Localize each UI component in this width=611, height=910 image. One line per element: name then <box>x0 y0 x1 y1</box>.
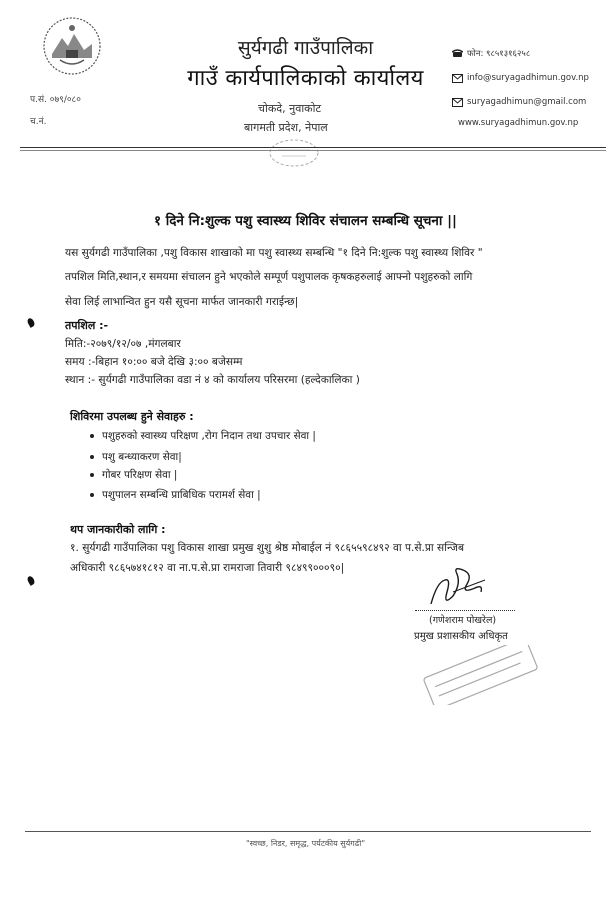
bullet-icon <box>90 434 94 438</box>
more-info-line: अधिकारी ९८६५७४१८१२ वा ना.प.से.प्रा रामराजा तिवारी ९८४९९०००९०| <box>70 562 345 574</box>
more-info-line: १. सुर्यगढी गाउँपालिका पशु विकास शाखा प्रमुख शुशु श्रेष्ठ मोबाईल नं ९८६५५९८४९२ वा प.से.प्रा सन्जिब <box>70 542 465 554</box>
footer-divider <box>25 831 591 832</box>
signatory-name: (गणेशराम पोखरेल) <box>429 615 497 626</box>
notice-paragraph-line: तपशिल मिति,स्थान,र समयमा संचालन हुने भएकोले सम्पूर्ण पशुपालक कृषकहरुलाई आफ्नो पशुहरुको लागि <box>65 271 473 283</box>
phone-number: फोन: ९८५१३१६२५८ <box>467 49 531 59</box>
footer-motto: "स्वच्छ, निडर, समृद्ध, पर्यटकीय सुर्यगढी" <box>245 839 366 848</box>
list-item <box>90 450 182 464</box>
signature-line <box>415 610 515 611</box>
mail-icon <box>452 98 463 107</box>
address-line-1: चोकदे, नुवाकोट <box>258 102 322 115</box>
letterhead-divider-thin <box>20 150 606 151</box>
list-item <box>90 468 177 482</box>
reference-number: प.सं. ०७९/०८० <box>30 95 81 105</box>
notice-title: १ दिने नि:शुल्क पशु स्वास्थ्य शिविर संचालन सम्बन्धि सूचना || <box>154 213 457 229</box>
event-time: समय :-बिहान १०:०० बजे देखि ३:०० बजेसम्म <box>65 356 243 368</box>
stamp-icon <box>268 138 320 168</box>
signature-icon <box>423 562 493 610</box>
bullet-icon <box>90 493 94 497</box>
service-text: पशुहरुको स्वास्थ्य परिक्षण ,रोग निदान तथा उपचार सेवा | <box>102 430 316 442</box>
list-item <box>90 429 316 443</box>
website-link[interactable]: www.suryagadhimun.gov.np <box>458 118 579 128</box>
punch-hole-mark <box>26 317 36 328</box>
service-text: पशु बन्ध्याकरण सेवा| <box>102 451 182 463</box>
municipality-name: सुर्यगढी गाउँपालिका <box>237 37 374 59</box>
notice-paragraph-line: सेवा लिई लाभान्वित हुन यसै सूचना मार्फत जानकारी गराईन्छ| <box>65 296 299 308</box>
service-text: पशुपालन सम्बन्धि प्राबिधिक परामर्श सेवा | <box>102 489 261 501</box>
event-place: स्थान :- सुर्यगढी गाउँपालिका वडा नं ४ को कार्यालय परिसरमा (हल्देकालिका ) <box>65 374 360 386</box>
email-link-2[interactable]: suryagadhimun@gmail.com <box>467 97 587 107</box>
challan-number: च.नं. <box>30 117 47 127</box>
phone-contact <box>452 48 530 59</box>
more-info-heading: थप जानकारीको लागि : <box>70 523 166 536</box>
event-date: मिति:-२०७९/१२/०७ ,मंगलबार <box>65 338 181 350</box>
punch-hole-mark <box>26 575 36 586</box>
list-item <box>90 488 261 502</box>
letterhead-divider <box>20 147 606 148</box>
details-heading: तपशिल :- <box>65 319 109 332</box>
mail-icon <box>452 74 463 83</box>
bullet-icon <box>90 455 94 459</box>
office-stamp-icon <box>418 645 543 705</box>
email-contact-1 <box>452 73 589 83</box>
notice-paragraph-line: यस सुर्यगढी गाउँपालिका ,पशु विकास शाखाको मा पशु स्वास्थ्य सम्बन्धि "१ दिने नि:शुल्क पशु स्वास्थ्य शिविर " <box>65 247 483 259</box>
phone-icon <box>452 49 463 58</box>
email-link-1[interactable]: info@suryagadhimun.gov.np <box>467 73 589 83</box>
bullet-icon <box>90 473 94 477</box>
office-name: गाउँ कार्यपालिकाको कार्यालय <box>187 66 424 91</box>
services-heading: शिविरमा उपलब्ध हुने सेवाहरु : <box>70 410 194 423</box>
signatory-title: प्रमुख प्रशासकीय अधिकृत <box>414 631 508 642</box>
service-text: गोबर परिक्षण सेवा | <box>102 469 178 481</box>
email-contact-2 <box>452 97 586 107</box>
address-line-2: बागमती प्रदेश, नेपाल <box>244 121 328 134</box>
